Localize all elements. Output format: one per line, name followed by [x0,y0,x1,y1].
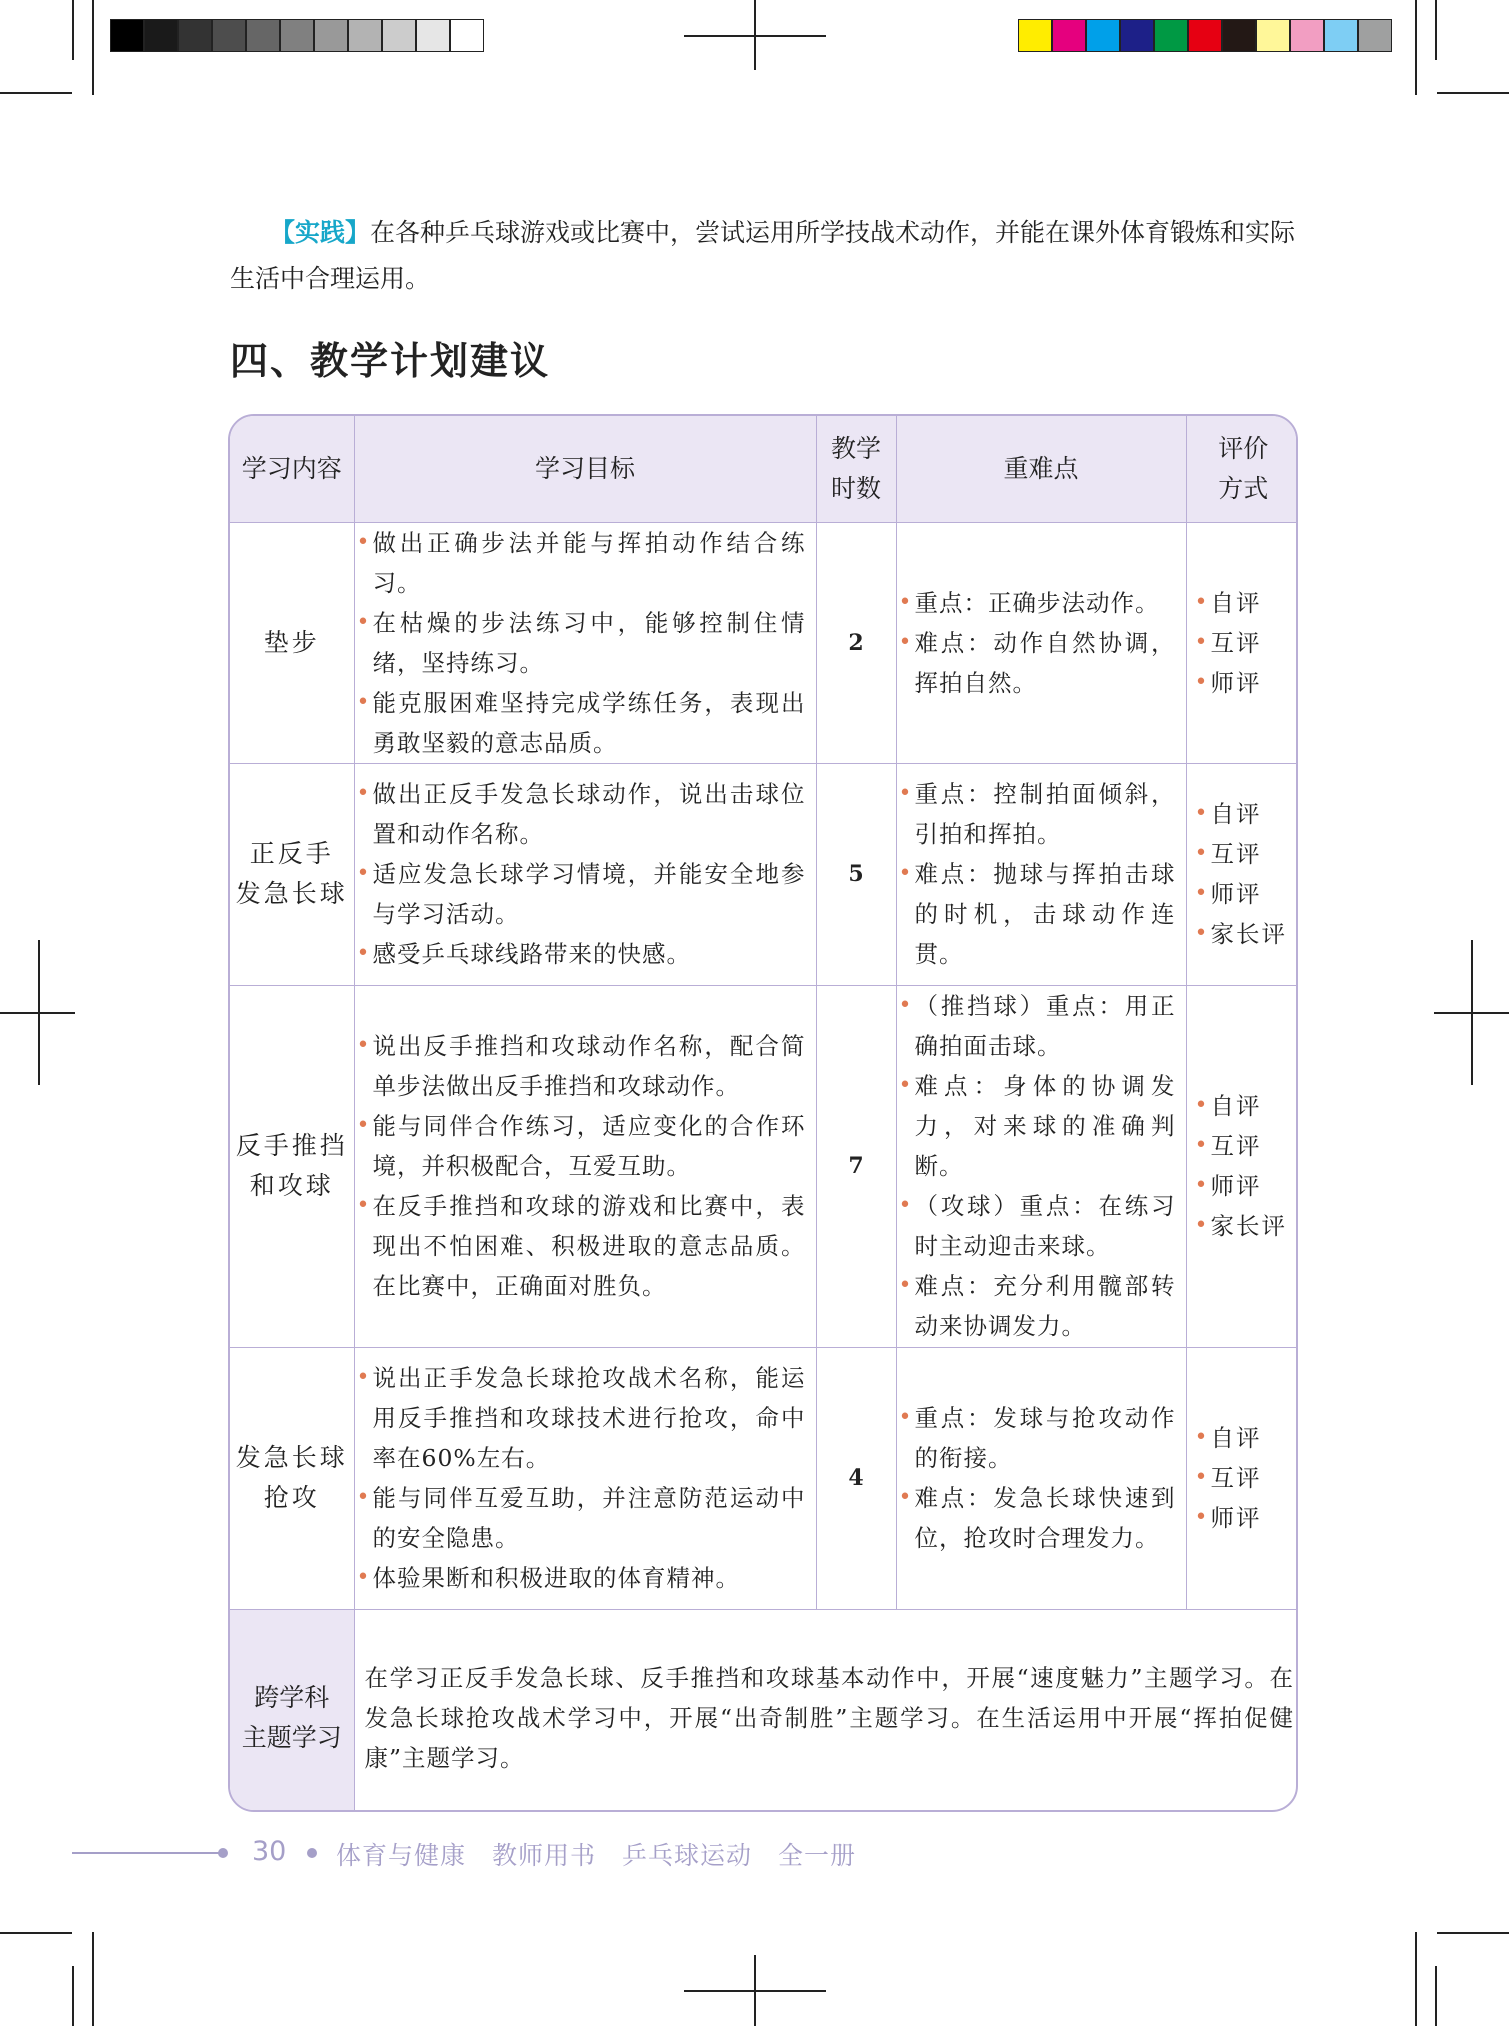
keypoint-item: • 难点：充分利用髋部转动来协调发力。 [915,1266,1176,1346]
calibration-swatch [246,19,280,52]
table-row [230,985,1298,1347]
calibration-swatch [1222,19,1256,52]
calibration-swatch [144,19,178,52]
calibration-swatch [110,19,144,52]
table-header-row [230,416,1298,522]
footer-rule [72,1852,220,1854]
row-eval [1186,985,1298,1347]
row-keypoints [896,985,1186,1347]
goal-item: • 能与同伴互爱互助，并注意防范运动中的安全隐患。 [373,1478,806,1558]
cross-subject-row [230,1609,1298,1812]
calibration-swatch [450,19,484,52]
eval-item: • 自评 [1211,794,1297,834]
goal-item: • 能与同伴合作练习，适应变化的合作环境，并积极配合，互爱互助。 [373,1106,806,1186]
calibration-swatch [1018,19,1052,52]
calibration-swatch [178,19,212,52]
table-row [230,763,1298,985]
eval-item: • 师评 [1211,1166,1297,1206]
calibration-swatch [1120,19,1154,52]
goal-item: • 做出正反手发急长球动作，说出击球位置和动作名称。 [373,774,806,854]
header-hours: 教学 时数 [816,416,896,522]
color-calibration-bar [1018,19,1392,52]
footer-book-title: 体育与健康 教师用书 乒乓球运动 全一册 [336,1841,857,1870]
header-eval: 评价 方式 [1186,416,1298,522]
row-content: 正反手 发急长球 [230,763,354,985]
calibration-swatch [1324,19,1358,52]
row-hours: 7 [816,985,896,1347]
row-eval [1186,763,1298,985]
calibration-swatch [1256,19,1290,52]
calibration-swatch [382,19,416,52]
eval-item: • 师评 [1211,663,1297,703]
row-goals [354,522,816,763]
keypoint-item: • 重点：发球与抢攻动作的衔接。 [915,1398,1176,1478]
row-keypoints [896,522,1186,763]
cross-subject-text: 在学习正反手发急长球、反手推挡和攻球基本动作中，开展“速度魅力”主题学习。在发急长球抢攻战术学习中，开展“出奇制胜”主题学习。在生活运用中开展“挥拍促健康”主题学习。 [354,1609,1298,1812]
keypoint-item: • （推挡球）重点：用正确拍面击球。 [915,986,1176,1066]
goal-item: • 做出正确步法并能与挥拍动作结合练习。 [373,523,806,603]
row-keypoints [896,1347,1186,1609]
keypoint-item: • 重点：正确步法动作。 [915,583,1176,623]
goal-item: • 在反手推挡和攻球的游戏和比赛中，表现出不怕困难、积极进取的意志品质。在比赛中，正确面对胜负。 [373,1186,806,1306]
header-goals: 学习目标 [354,416,816,522]
keypoint-item: • 难点：抛球与挥拍击球的时机，击球动作连贯。 [915,854,1176,974]
calibration-swatch [1358,19,1392,52]
row-goals [354,763,816,985]
calibration-swatch [1052,19,1086,52]
row-content: 反手推挡 和攻球 [230,985,354,1347]
page-number: 30 [252,1836,287,1867]
row-content: 垫步 [230,522,354,763]
calibration-swatch [280,19,314,52]
teaching-plan-table [228,414,1298,1812]
goal-item: • 适应发急长球学习情境，并能安全地参与学习活动。 [373,854,806,934]
footer-dot [307,1848,317,1858]
row-goals [354,1347,816,1609]
eval-item: • 互评 [1211,623,1297,663]
header-keypoints: 重难点 [896,416,1186,522]
keypoint-item: • 难点：身体的协调发力，对来球的准确判断。 [915,1066,1176,1186]
calibration-swatch [314,19,348,52]
row-hours: 5 [816,763,896,985]
goal-item: • 能克服困难坚持完成学练任务，表现出勇敢坚毅的意志品质。 [373,683,806,763]
calibration-swatch [348,19,382,52]
row-eval [1186,1347,1298,1609]
eval-item: • 家长评 [1211,1206,1297,1246]
calibration-swatch [1290,19,1324,52]
keypoint-item: • 难点：动作自然协调，挥拍自然。 [915,623,1176,703]
goal-item: • 体验果断和积极进取的体育精神。 [373,1558,806,1598]
eval-item: • 自评 [1211,1418,1297,1458]
goal-item: • 说出反手推挡和攻球动作名称，配合简单步法做出反手推挡和攻球动作。 [373,1026,806,1106]
eval-item: • 互评 [1211,1458,1297,1498]
goal-item: • 说出正手发急长球抢攻战术名称，能运用反手推挡和攻球技术进行抢攻，命中率在60%左右。 [373,1358,806,1478]
practice-tag: 【实践】 [270,218,371,247]
table-row [230,522,1298,763]
eval-item: • 家长评 [1211,914,1297,954]
row-goals [354,985,816,1347]
eval-item: • 自评 [1211,583,1297,623]
calibration-swatch [212,19,246,52]
row-content: 发急长球 抢攻 [230,1347,354,1609]
practice-paragraph [230,210,1310,302]
calibration-swatch [416,19,450,52]
calibration-swatch [1086,19,1120,52]
footer-dot [218,1848,228,1858]
section-title: 四、教学计划建议 [230,338,551,383]
eval-item: • 互评 [1211,834,1297,874]
row-hours: 4 [816,1347,896,1609]
calibration-swatch [1154,19,1188,52]
eval-item: • 师评 [1211,874,1297,914]
calibration-swatch [1188,19,1222,52]
row-hours: 2 [816,522,896,763]
cross-subject-label: 跨学科 主题学习 [230,1609,354,1812]
goal-item: • 感受乒乓球线路带来的快感。 [373,934,806,974]
eval-item: • 自评 [1211,1086,1297,1126]
eval-item: • 师评 [1211,1498,1297,1538]
practice-text: 在各种乒乓球游戏或比赛中，尝试运用所学技战术动作，并能在课外体育锻炼和实际生活中合理运用。 [230,218,1296,293]
row-eval [1186,522,1298,763]
table-row [230,1347,1298,1609]
gray-calibration-bar [110,19,484,52]
keypoint-item: • 难点：发急长球快速到位，抢攻时合理发力。 [915,1478,1176,1558]
row-keypoints [896,763,1186,985]
header-content: 学习内容 [230,416,354,522]
keypoint-item: • （攻球）重点：在练习时主动迎击来球。 [915,1186,1176,1266]
keypoint-item: • 重点：控制拍面倾斜，引拍和挥拍。 [915,774,1176,854]
eval-item: • 互评 [1211,1126,1297,1166]
goal-item: • 在枯燥的步法练习中，能够控制住情绪，坚持练习。 [373,603,806,683]
